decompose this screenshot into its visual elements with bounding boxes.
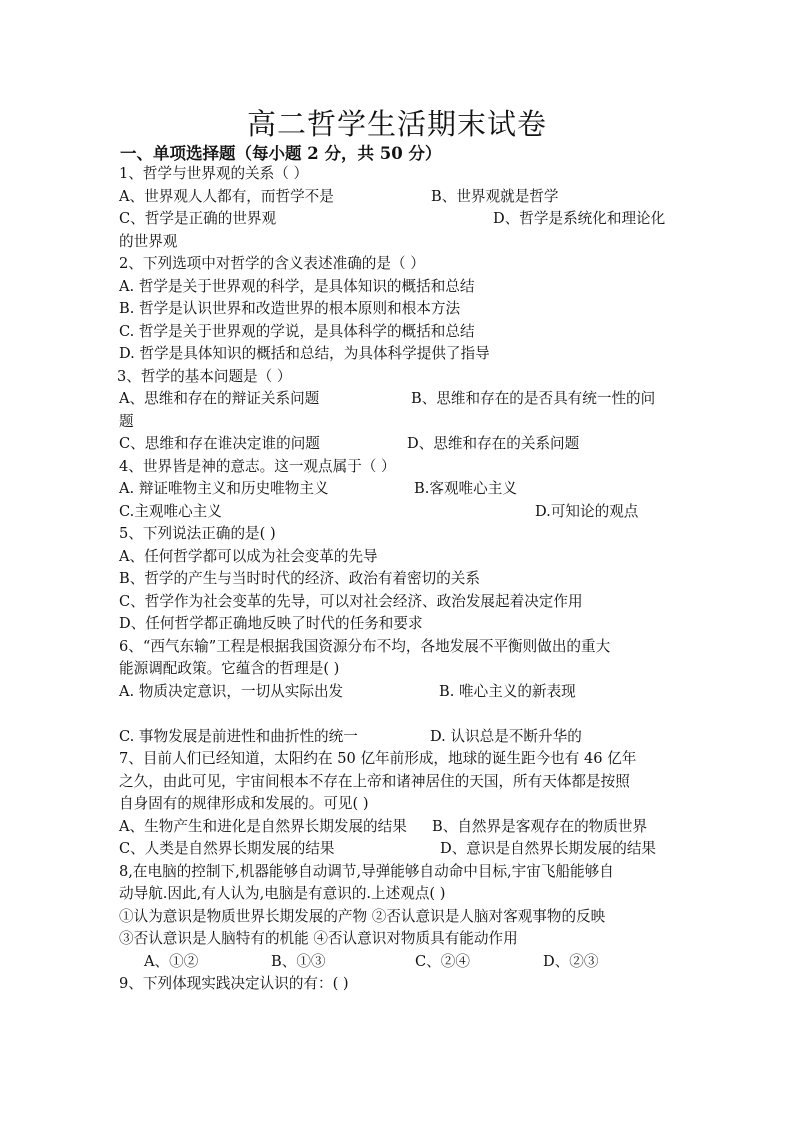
option-b: B、思维和存在的是否具有统一性的问 — [411, 390, 656, 407]
question-7 — [119, 748, 681, 771]
question-4 — [119, 456, 681, 479]
page-title: 高二哲学生活期末试卷 — [246, 107, 547, 141]
question-5 — [119, 523, 681, 546]
option-c: C.主观唯心主义 — [119, 502, 222, 520]
option-row — [119, 816, 681, 839]
option-c: C、人类是自然界长期发展的结果 — [119, 840, 335, 857]
option-a: A、生物产生和进化是自然界长期发展的结果 — [119, 817, 407, 835]
option-d: D、思维和存在的关系问题 — [407, 435, 580, 452]
option-row — [119, 186, 681, 209]
section-heading: 一、单项选择题（每小题 2 分，共 50 分） — [120, 144, 442, 163]
option-d: D. 认识总是不断升华的 — [430, 727, 582, 745]
question-stem: 2、下列选项中对哲学的含义表述准确的是（ ） — [119, 255, 425, 272]
option-b: B、哲学的产生与当时时代的经济、政治有着密切的关系 — [119, 570, 480, 587]
question-stem-line-1: 7、目前人们已经知道，太阳约在 50 亿年前形成，地球的诞生距今也有 46 亿年 — [119, 750, 637, 767]
option-c: C、哲学作为社会变革的先导，可以对社会经济、政治发展起着决定作用 — [119, 592, 583, 610]
blank-line — [119, 703, 681, 726]
question-stem: 4、世界皆是神的意志。这一观点属于（ ） — [119, 457, 396, 475]
question-stem-line-2: 之久，由此可见，宇宙间根本不存在上帝和诸神居住的天国，所有天体都是按照 — [119, 772, 630, 790]
option-row — [119, 726, 681, 749]
question-stem: 1、哲学与世界观的关系（ ） — [119, 165, 309, 182]
option-row — [119, 838, 681, 861]
option-row — [119, 388, 681, 411]
option-b: B、①③ — [271, 952, 326, 970]
option-c: C、思维和存在谁决定谁的问题 — [119, 435, 320, 452]
option-d: D.可知论的观点 — [535, 502, 639, 520]
question-6 — [119, 636, 681, 659]
question-2 — [119, 253, 681, 276]
question-stem: 9、下列体现实践决定认识的有：( ) — [119, 975, 349, 992]
option-a: A、世界观人人都有，而哲学不是 — [119, 187, 334, 205]
option-c: C. 哲学是关于世界观的学说，是具体科学的概括和总结 — [119, 322, 475, 340]
option-a: A、①② — [144, 952, 199, 970]
question-3 — [119, 366, 681, 389]
option-d: D、任何哲学都正确地反映了时代的任务和要求 — [119, 615, 423, 632]
option-b: B、自然界是客观存在的物质世界 — [432, 817, 648, 835]
question-9 — [119, 973, 681, 996]
question-stem-line-3: 自身固有的规律形成和发展的。可见( ) — [119, 795, 369, 812]
option-a: A. 物质决定意识，一切从实际出发 — [119, 682, 344, 700]
option-b-continued: 题 — [119, 412, 134, 430]
option-c: C、②④ — [415, 952, 470, 970]
question-list — [119, 163, 681, 996]
option-d: D、哲学是系统化和理论化 — [493, 210, 666, 227]
option-row — [119, 231, 681, 254]
option-a: A、任何哲学都可以成为社会变革的先导 — [119, 547, 378, 565]
option-row — [119, 501, 681, 524]
option-c: C. 事物发展是前进性和曲折性的统一 — [119, 727, 358, 745]
option-d: D. 哲学是具体知识的概括和总结，为具体科学提供了指导 — [119, 345, 490, 362]
question-stem-line-1: 6、“西气东输”工程是根据我国资源分布不均，各地发展不平衡则做出的重大 — [119, 637, 611, 655]
option-row — [119, 951, 681, 974]
option-a: A、思维和存在的辩证关系问题 — [119, 390, 320, 407]
option-row — [119, 478, 681, 501]
question-stem-line-1: 8,在电脑的控制下,机器能够自动调节,导弹能够自动命中目标,宇宙飞船能够自 — [119, 862, 614, 880]
statement-list-line-2: ③否认意识是人脑特有的机能 ④否认意识对物质具有能动作用 — [119, 930, 518, 947]
option-d: D、②③ — [543, 952, 599, 970]
question-stem: 5、下列说法正确的是( ) — [119, 525, 276, 542]
option-d: D、意识是自然界长期发展的结果 — [440, 840, 657, 857]
option-c: C、哲学是正确的世界观 — [119, 210, 277, 227]
question-8 — [119, 861, 681, 884]
option-b: B. 唯心主义的新表现 — [439, 682, 576, 700]
statement-list-line-1: ①认为意识是物质世界长期发展的产物 ②否认意识是人脑对客观事物的反映 — [119, 907, 606, 925]
question-1 — [119, 163, 681, 186]
option-row — [119, 433, 681, 456]
question-stem-line-2: 动导航.因此,有人认为,电脑是有意识的.上述观点( ) — [119, 885, 446, 902]
option-a: A. 辩证唯物主义和历史唯物主义 — [119, 480, 329, 497]
question-stem: 3、哲学的基本问题是（ ） — [117, 367, 292, 385]
option-row — [119, 208, 681, 231]
option-b: B. 哲学是认识世界和改造世界的根本原则和根本方法 — [119, 300, 461, 317]
option-b: B.客观唯心主义 — [414, 480, 517, 497]
option-a: A. 哲学是关于世界观的科学，是具体知识的概括和总结 — [119, 277, 475, 295]
question-stem-line-2: 能源调配政策。它蕴含的哲理是( ) — [119, 660, 340, 677]
option-row — [119, 681, 681, 704]
option-d-continued: 的世界观 — [119, 232, 178, 250]
option-b: B、世界观就是哲学 — [431, 187, 559, 205]
